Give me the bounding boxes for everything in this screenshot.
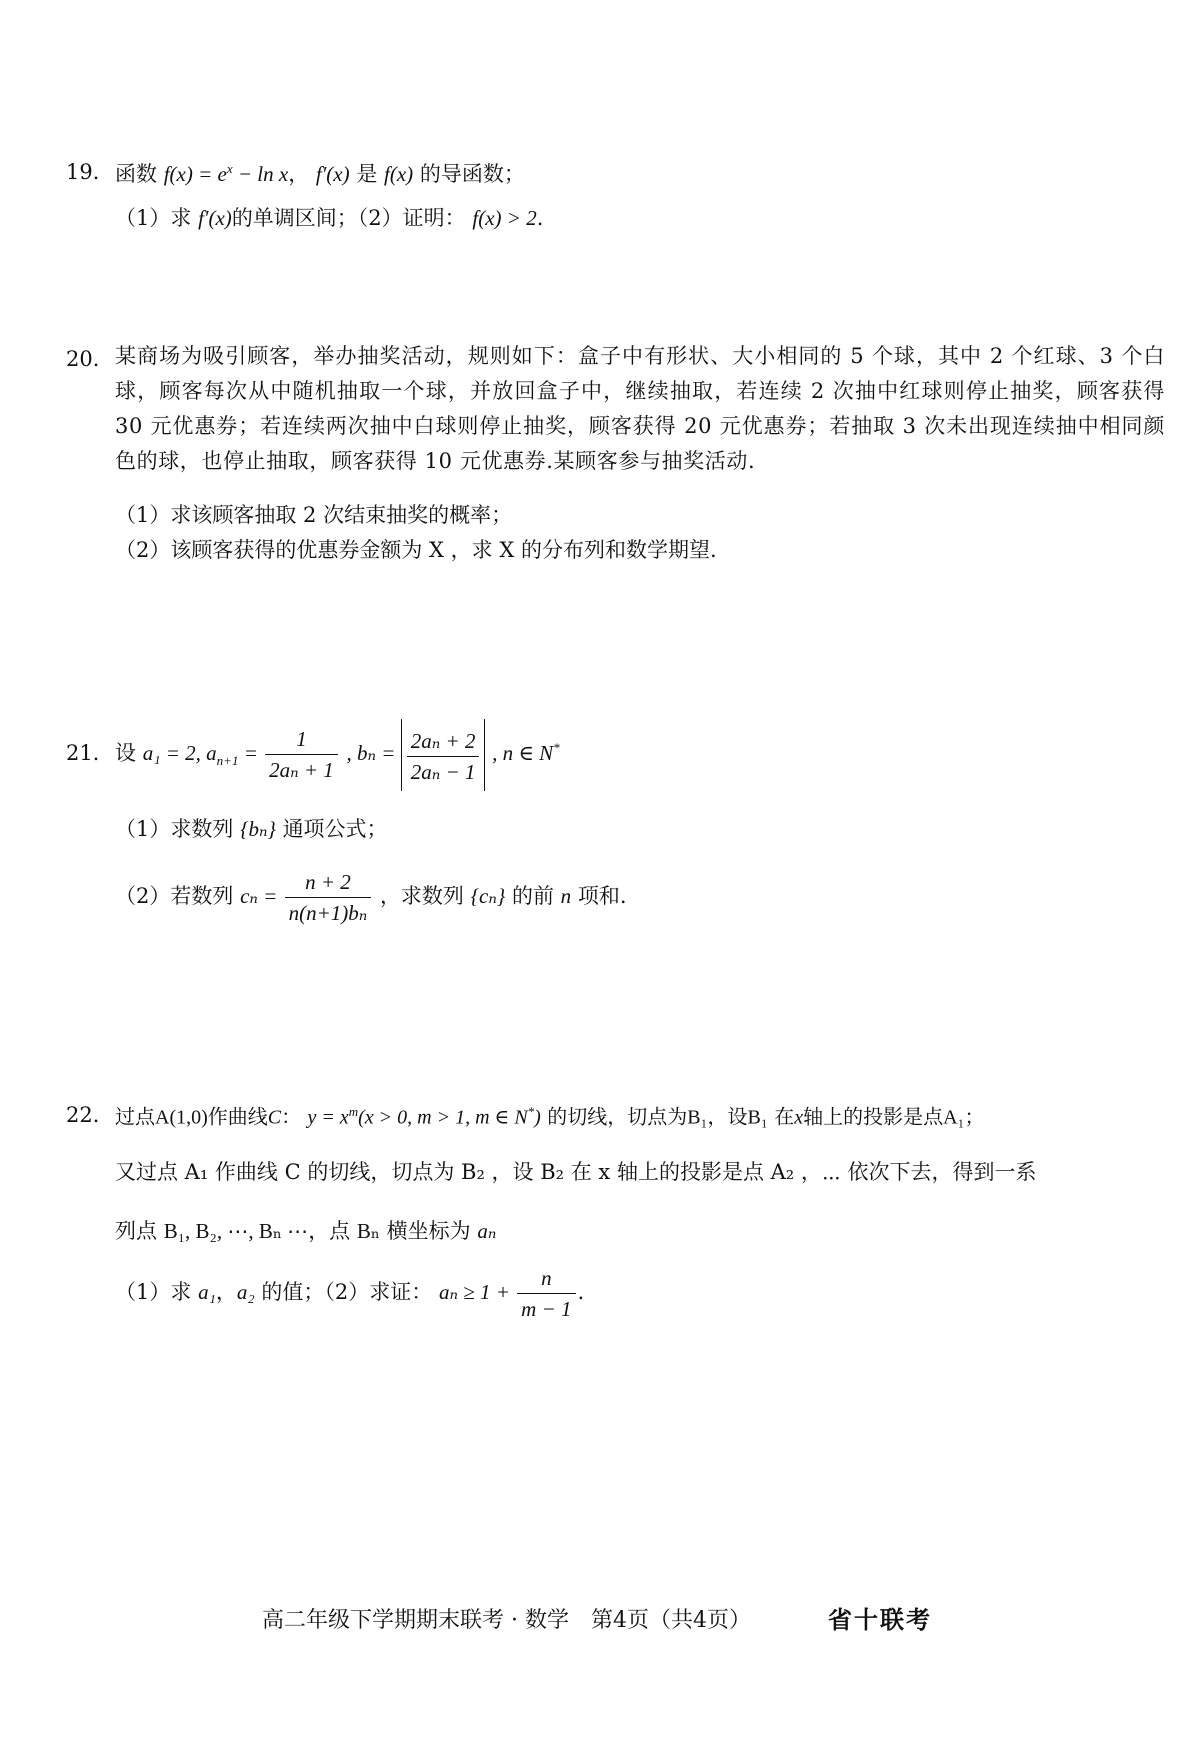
- question-20-body: 某商场为吸引顾客，举办抽奖活动，规则如下：盒子中有形状、大小相同的 5 个球，其中 2 个红球、3 个白球，顾客每次从中随机抽取一个球，并放回盒子中，继续抽取，若连续 2 次抽中红球则停止抽奖，顾客获得 30 元优惠券；若连续两次抽中白球则停止抽奖，顾客获得 20 元优惠券；若抽取 3 次未出现连续抽中相同颜色的球，也停止抽取，顾客获得 10 元优惠券.某顾客参与抽奖活动.: [115, 344, 1165, 473]
- question-21-definition: 设 a₁ = 2, $a_{n+1}$ = $\frac{1}{\text{2aₙ + 1}}$ , bₙ = $\frac{\text{2aₙ + 2}}{\text{2aₙ − 1}}$ , n ∈ N*: [115, 712, 560, 797]
- question-22-line-3: 列点 B₁, B₂, ⋯, Bₙ ⋯，点 Bₙ 横坐标为 aₙ: [115, 1219, 497, 1243]
- question-number: 21．: [66, 741, 114, 765]
- absolute-value: [401, 719, 486, 791]
- fraction-an1: $\frac{1}{\text{2aₙ + 1}}$: [265, 724, 338, 785]
- fraction-bn: $\frac{\text{2aₙ + 2}}{\text{2aₙ − 1}}$: [407, 726, 480, 787]
- exam-brand-stamp: 省十联考: [828, 1606, 932, 1634]
- question-22-line-1: 过点A(1,0)作曲线C： $y = x^m(x > 0$, m > 1, m ∈ N*) 的切线，切点为B₁，设B₁ 在x轴上的投影是点A₁；: [115, 1104, 985, 1129]
- fraction-inequality: $\frac{n}{m - 1}$: [517, 1263, 575, 1324]
- question-number: 22．: [66, 1103, 114, 1127]
- question-22-line-2: 又过点 A₁ 作曲线 C 的切线，切点为 B₂ ，设 B₂ 在 x 轴上的投影是点 A₂ ，⋯ 依次下去，得到一系: [115, 1160, 1037, 1184]
- question-19-stem: 函数 $f(x) = e^x - \ln x$， f′(x) 是 f(x) 的导函数；: [115, 161, 525, 186]
- question-21-part-2: （2）若数列 cₙ = $\frac{n + 2}{\text{n(n+1)bₙ}}$ ，求数列 {cₙ} 的前 n 项和.: [115, 860, 627, 932]
- page-footer: 高二年级下学期期末联考 · 数学 第4页（共4页）: [262, 1608, 751, 1633]
- question-20-part-1: （1）求该顾客抽取 2 次结束抽奖的概率；: [115, 503, 513, 527]
- question-19-parts: （1）求 f′(x)的单调区间；（2）证明： f(x) > 2.: [115, 206, 544, 230]
- question-number: 19．: [66, 160, 114, 184]
- question-21-part-1: （1）求数列 {bₙ} 通项公式；: [115, 817, 388, 841]
- fraction-cn: $\frac{n + 2}{\text{n(n+1)bₙ}}$: [285, 867, 372, 928]
- question-22-parts: （1）求 a₁，a₂ 的值；（2）求证： aₙ ≥ 1 + $\frac{n}{m - 1}$ .: [115, 1256, 584, 1328]
- question-number: 20．: [66, 347, 114, 371]
- question-20-part-2: （2）该顾客获得的优惠券金额为 X ，求 X 的分布列和数学期望.: [115, 538, 717, 562]
